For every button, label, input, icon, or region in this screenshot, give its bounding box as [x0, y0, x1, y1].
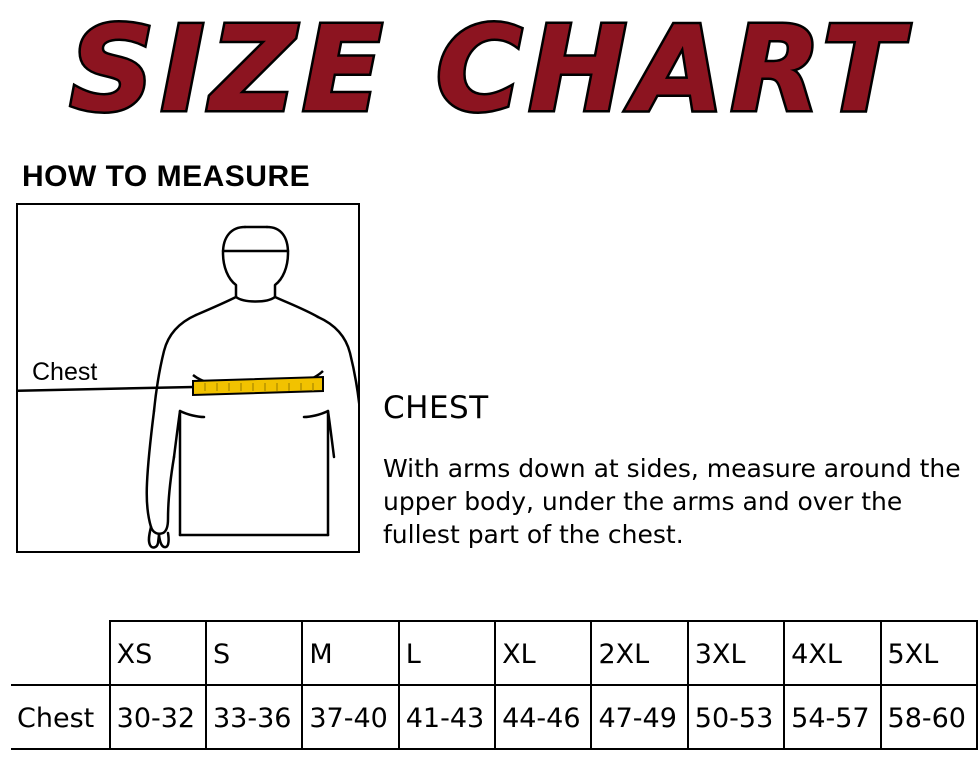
table-row-label: Chest	[11, 685, 110, 749]
how-to-measure-heading: HOW TO MEASURE	[22, 160, 311, 193]
table-column-header: 2XL	[591, 621, 687, 685]
table-row	[11, 685, 977, 749]
table-column-header: 4XL	[784, 621, 880, 685]
table-column-header: M	[302, 621, 398, 685]
table-header-row	[11, 621, 977, 685]
table-corner-cell	[11, 621, 110, 685]
table-cell: 50-53	[688, 685, 784, 749]
table-column-header: 3XL	[688, 621, 784, 685]
description-body: With arms down at sides, measure around the upper body, under the arms and over the fullest part of the chest.	[383, 454, 961, 549]
table-column-header: XL	[495, 621, 591, 685]
table-cell: 44-46	[495, 685, 591, 749]
table-column-header: S	[206, 621, 302, 685]
callout-leader-line	[18, 387, 194, 391]
table-column-header: L	[399, 621, 495, 685]
table-cell: 37-40	[302, 685, 398, 749]
table-cell: 30-32	[110, 685, 206, 749]
table-cell: 47-49	[591, 685, 687, 749]
table-cell: 41-43	[399, 685, 495, 749]
chest-callout-label: Chest	[32, 358, 98, 386]
table-column-header: 5XL	[881, 621, 977, 685]
table-cell: 58-60	[881, 685, 977, 749]
table-column-header: XS	[110, 621, 206, 685]
tape-measure-icon	[193, 371, 323, 395]
table-cell: 33-36	[206, 685, 302, 749]
page-title: SIZE CHART	[69, 0, 909, 138]
description-heading: CHEST	[383, 390, 489, 426]
size-table	[11, 620, 978, 750]
table-cell: 54-57	[784, 685, 880, 749]
